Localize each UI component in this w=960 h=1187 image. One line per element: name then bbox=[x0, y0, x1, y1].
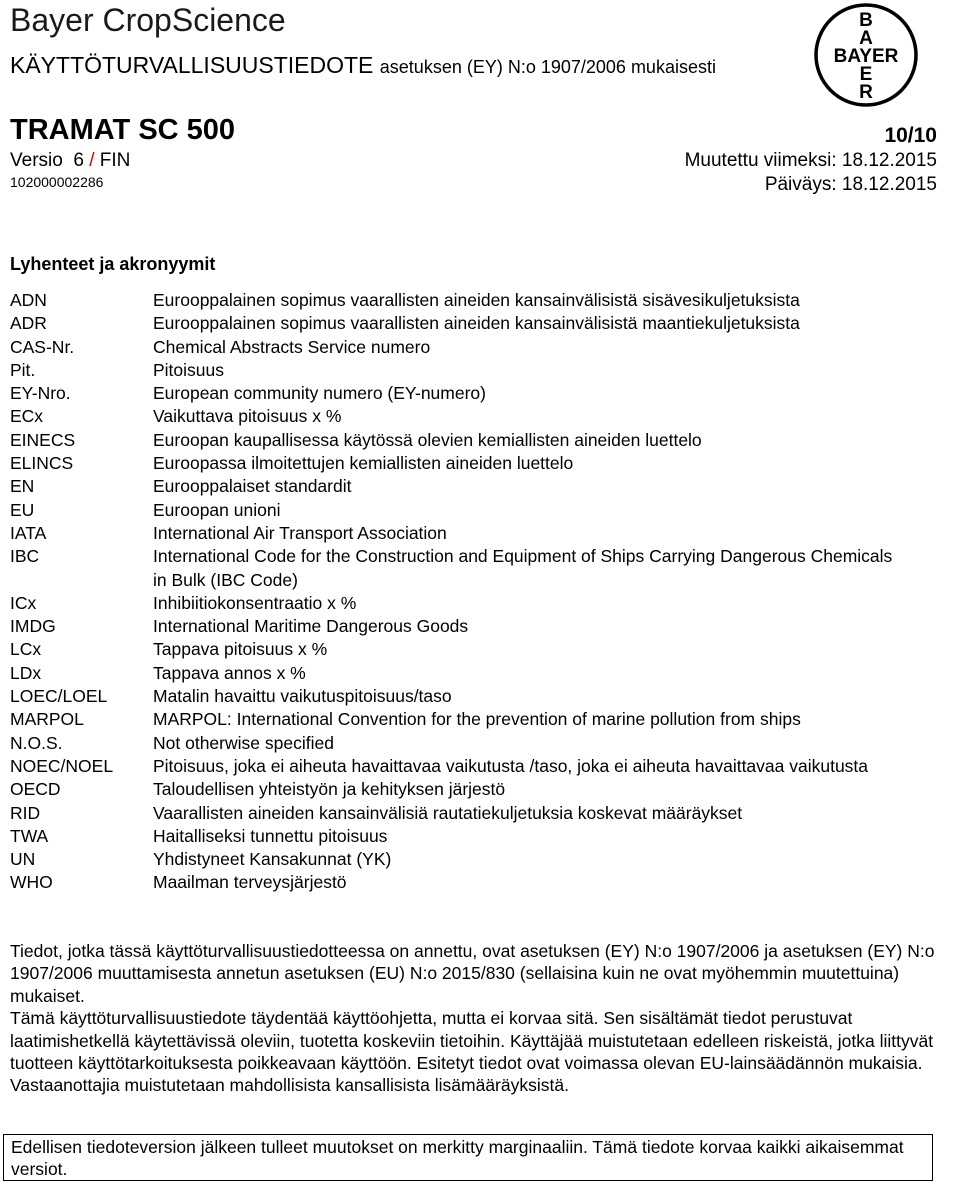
abbreviation-row bbox=[10, 522, 910, 545]
abbreviation-row bbox=[10, 778, 910, 801]
document-type-label: KÄYTTÖTURVALLISUUSTIEDOTE bbox=[10, 52, 374, 78]
abbreviation-definition: Chemical Abstracts Service numero bbox=[153, 336, 431, 357]
abbreviation-row bbox=[10, 336, 910, 359]
logo-letter-bottom: R bbox=[859, 82, 873, 103]
company-name: Bayer CropScience bbox=[10, 2, 286, 38]
version-info bbox=[10, 150, 130, 172]
abbreviation-definition: Tappava annos x % bbox=[153, 662, 306, 683]
disclaimer-paragraph: Tämä käyttöturvallisuustiedote täydentää käyttöohjetta, mutta ei korvaa sitä. Sen sisältämät tiedot perustuvat laatimishetkellä käytettävissä oleviin, tuotetta koskeviin tietoihin. Käyttäjää muistutetaan edelleen riskeistä, jotka liittyvät tuotteen käyttötarkoituksesta poikkeavaan käyttöön. Esitetyt tiedot ovat voimassa olevan EU-lainsäädännön mukaisia. Vastaanottajia muistutetaan mahdollisista kansallisista lisämääräyksistä. bbox=[10, 1008, 934, 1096]
abbreviation-definition: Vaarallisten aineiden kansainvälisiä rautatiekuljetuksia koskevat määräykset bbox=[153, 802, 743, 823]
abbreviation-definition: International Air Transport Association bbox=[153, 522, 447, 543]
abbreviation-row bbox=[10, 732, 910, 755]
abbreviation-row bbox=[10, 848, 910, 871]
logo-horizontal-word: BAYER bbox=[833, 46, 899, 67]
abbreviation-row bbox=[10, 615, 910, 638]
abbreviation-row bbox=[10, 475, 910, 498]
logo-letter-e: E bbox=[859, 64, 873, 85]
abbreviation-definition: Haitalliseksi tunnettu pitoisuus bbox=[153, 825, 388, 846]
abbreviation-term: IBC bbox=[10, 546, 40, 567]
logo-letter-top: B bbox=[859, 10, 873, 31]
abbreviation-row bbox=[10, 638, 910, 661]
section-title: Lyhenteet ja akronyymit bbox=[10, 254, 216, 274]
product-name: TRAMAT SC 500 bbox=[10, 114, 236, 146]
revision-notice-box bbox=[3, 1134, 933, 1181]
document-date: Päiväys: 18.12.2015 bbox=[764, 174, 937, 195]
legal-paragraph: Tiedot, jotka tässä käyttöturvallisuustiedotteessa on annettu, ovat asetuksen (EY) N:o 1907/2006 ja asetuksen (EY) N:o 1907/2006 muuttamisesta annetun asetuksen (EU) N:o 2015/830 (sellaisina kuin ne ovat myöhemmin muutettuina) mukaiset. bbox=[10, 941, 935, 1006]
abbreviation-term: NOEC/NOEL bbox=[10, 755, 114, 776]
logo-letter-a: A bbox=[859, 28, 873, 49]
abbreviation-definition: Inhibiitiokonsentraatio x % bbox=[153, 592, 357, 613]
abbreviation-definition: European community numero (EY-numero) bbox=[153, 383, 486, 404]
abbreviation-definition: Pitoisuus bbox=[153, 359, 225, 380]
abbreviation-term: ADR bbox=[10, 313, 47, 334]
abbreviation-row bbox=[10, 289, 910, 312]
abbreviation-term: TWA bbox=[10, 825, 49, 846]
abbreviation-term: ADN bbox=[10, 290, 47, 310]
abbreviation-row bbox=[10, 405, 910, 428]
footer-text bbox=[10, 940, 940, 1097]
page-number: 10/10 bbox=[884, 124, 937, 147]
abbreviation-term: EU bbox=[10, 499, 35, 520]
abbreviation-row bbox=[10, 545, 910, 592]
abbreviation-definition: Eurooppalainen sopimus vaarallisten aineiden kansainvälisistä sisävesikuljetuksista bbox=[153, 290, 800, 310]
abbreviation-definition: Euroopassa ilmoitettujen kemiallisten aineiden luettelo bbox=[153, 453, 574, 474]
abbreviation-term: LOEC/LOEL bbox=[10, 686, 108, 707]
version-separator: / bbox=[89, 150, 95, 171]
abbreviation-row bbox=[10, 685, 910, 708]
abbreviation-definition: MARPOL: International Convention for the prevention of marine pollution from ships bbox=[153, 709, 801, 730]
abbreviation-term: RID bbox=[10, 802, 41, 823]
abbreviation-row bbox=[10, 499, 910, 522]
abbreviation-row bbox=[10, 382, 910, 405]
abbreviation-definition: Vaikuttava pitoisuus x % bbox=[153, 406, 342, 427]
abbreviation-definition: Euroopan unioni bbox=[153, 499, 281, 520]
abbreviation-definition: Eurooppalainen sopimus vaarallisten aineiden kansainvälisistä maantiekuljetuksista bbox=[153, 313, 800, 334]
abbreviation-definition: Pitoisuus, joka ei aiheuta havaittavaa vaikutusta /taso, joka ei aiheuta havaittavaa vaikutusta bbox=[153, 755, 869, 776]
abbreviation-definition: Not otherwise specified bbox=[153, 732, 334, 753]
abbreviation-term: EY-Nro. bbox=[10, 383, 71, 404]
abbreviation-term: Pit. bbox=[10, 359, 36, 380]
abbreviation-row bbox=[10, 871, 910, 894]
abbreviation-term: MARPOL bbox=[10, 709, 84, 730]
abbreviation-definition: Eurooppalaiset standardit bbox=[153, 476, 352, 497]
abbreviation-row bbox=[10, 802, 910, 825]
abbreviation-term: ICx bbox=[10, 592, 37, 613]
document-number: 102000002286 bbox=[10, 174, 104, 190]
abbreviation-definition: Matalin havaittu vaikutuspitoisuus/taso bbox=[153, 686, 452, 707]
abbreviation-term: CAS-Nr. bbox=[10, 336, 75, 357]
abbreviation-definition: Maailman terveysjärjestö bbox=[153, 872, 347, 893]
abbreviation-row bbox=[10, 592, 910, 615]
last-modified: Muutettu viimeksi: 18.12.2015 bbox=[684, 150, 937, 171]
abbreviation-row bbox=[10, 452, 910, 475]
abbreviation-row bbox=[10, 825, 910, 848]
abbreviation-term: LCx bbox=[10, 639, 42, 660]
abbreviation-term: IATA bbox=[10, 522, 47, 543]
abbreviations-table bbox=[10, 289, 910, 895]
regulation-reference: asetuksen (EY) N:o 1907/2006 mukaisesti bbox=[379, 57, 716, 77]
document-type bbox=[10, 52, 716, 79]
revision-notice-text: Edellisen tiedoteversion jälkeen tulleet muutokset on merkitty marginaaliin. Tämä tiedote korvaa kaikki aikaisemmat versiot. bbox=[11, 1137, 904, 1179]
abbreviation-definition: Tappava pitoisuus x % bbox=[153, 639, 328, 660]
abbreviation-term: IMDG bbox=[10, 616, 56, 637]
abbreviation-row bbox=[10, 755, 910, 778]
abbreviation-definition: Euroopan kaupallisessa käytössä olevien kemiallisten aineiden luettelo bbox=[153, 429, 702, 450]
version-language: FIN bbox=[99, 150, 131, 171]
abbreviation-term: LDx bbox=[10, 662, 42, 683]
abbreviation-row bbox=[10, 708, 910, 731]
abbreviation-term: ELINCS bbox=[10, 453, 74, 474]
abbreviation-row bbox=[10, 662, 910, 685]
abbreviation-term: N.O.S. bbox=[10, 732, 63, 753]
abbreviation-term: ECx bbox=[10, 406, 44, 427]
abbreviation-term: EINECS bbox=[10, 429, 76, 450]
abbreviation-row bbox=[10, 429, 910, 452]
version-label: Versio 6 bbox=[10, 150, 84, 171]
abbreviation-definition: Yhdistyneet Kansakunnat (YK) bbox=[153, 849, 392, 870]
abbreviation-row bbox=[10, 359, 910, 382]
abbreviation-definition: Taloudellisen yhteistyön ja kehityksen järjestö bbox=[153, 779, 506, 800]
abbreviation-definition: International Maritime Dangerous Goods bbox=[153, 616, 469, 637]
abbreviation-term: UN bbox=[10, 849, 36, 870]
abbreviation-definition: International Code for the Construction and Equipment of Ships Carrying Dangerous Chemicals in Bulk (IBC Code) bbox=[153, 546, 893, 590]
abbreviation-term: WHO bbox=[10, 872, 53, 893]
abbreviation-term: EN bbox=[10, 476, 35, 497]
abbreviation-term: OECD bbox=[10, 779, 61, 800]
abbreviation-row bbox=[10, 312, 910, 335]
bayer-cross-logo bbox=[813, 2, 919, 108]
